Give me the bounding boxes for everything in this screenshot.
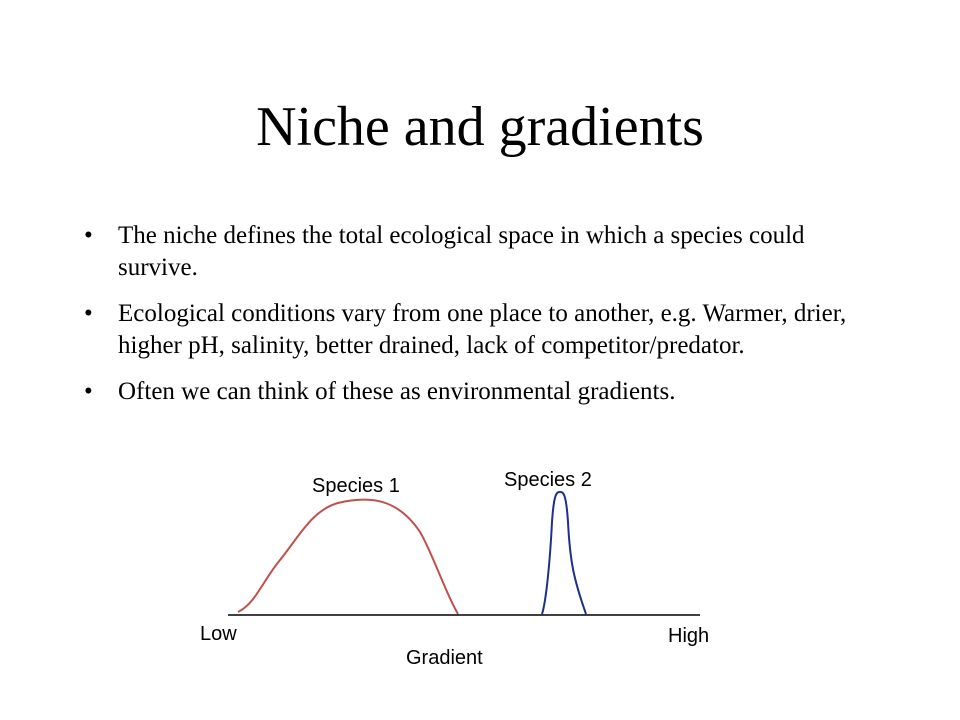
bullet-text: Ecological conditions vary from one place to another, e.g. Warmer, drier, higher pH, salinity, better drained, lack of competitor/predator.: [118, 300, 847, 359]
species-2-curve: [542, 492, 586, 614]
bullet-item: [84, 220, 884, 284]
axis-title: Gradient: [406, 647, 483, 669]
axis-high-label: High: [668, 625, 710, 647]
slide-title: Niche and gradients: [256, 96, 704, 158]
bullet-text: Often we can think of these as environmental gradients.: [118, 378, 676, 405]
bullet-list: [84, 220, 884, 422]
bullet-item: [84, 376, 884, 408]
axis-low-label: Low: [200, 623, 237, 645]
niche-gradient-diagram: [180, 462, 740, 672]
bullet-item: [84, 298, 884, 362]
bullet-text: The niche defines the total ecological space in which a species could survive.: [118, 222, 805, 281]
bullet-dot-icon: •: [84, 378, 93, 405]
bullet-dot-icon: •: [84, 300, 93, 327]
species-1-label: Species 1: [312, 475, 400, 497]
species-2-label: Species 2: [504, 469, 592, 491]
bullet-dot-icon: •: [84, 222, 93, 249]
species-1-curve: [238, 500, 458, 614]
